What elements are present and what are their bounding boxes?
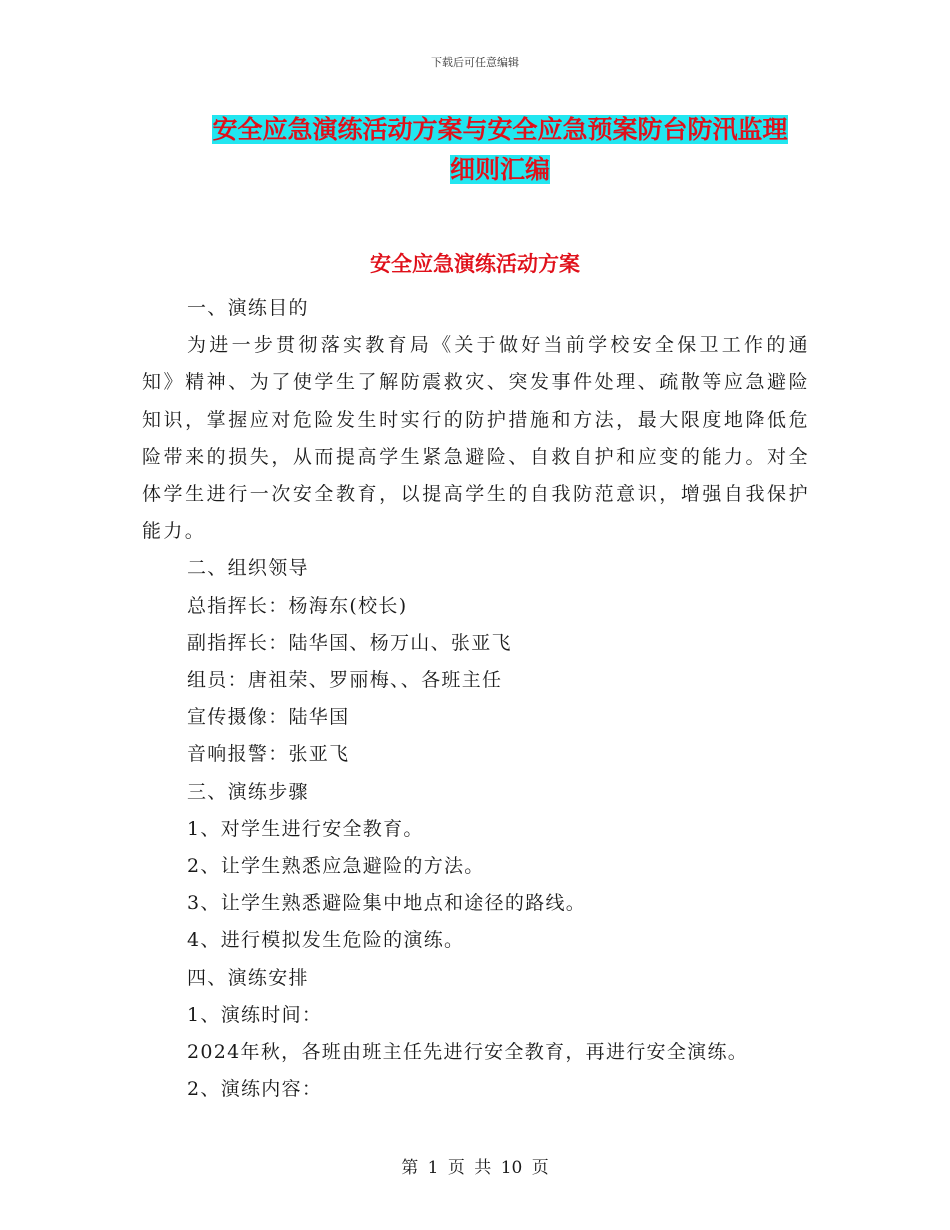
document-title [140,110,860,190]
document-title-line2: 细则汇编 [449,155,550,184]
heading-drill-steps: 三、演练步骤 [187,780,309,803]
org-members: 组员：唐祖荣、罗丽梅、、各班主任 [187,669,503,692]
document-title-line1: 安全应急演练活动方案与安全应急预案防台防汛监理 [212,115,788,144]
org-deputy: 副指挥长：陆华国、杨万山、张亚飞 [187,631,512,654]
document-body [142,290,810,1108]
page-header-note: 下载后可任意编辑 [431,56,519,69]
list-item: 1、对学生进行安全教育。 [187,817,424,840]
heading-drill-purpose: 一、演练目的 [187,297,309,319]
arrangement-time-label: 1、演练时间： [187,1003,323,1026]
page-footer: 第 1 页 共 10 页 [401,1158,549,1178]
paragraph-drill-purpose: 为进一步贯彻落实教育局《关于做好当前学校安全保卫工作的通知》精神、为了使学生了解防震救灾、突发事件处理、疏散等应急避险知识，掌握应对危险发生时实行的防护措施和方法，最大限度地降低危险带来的损失，从而提高学生紧急避险、自救自护和应变的能力。对全体学生进行一次安全教育，以提高学生的自我防范意识，增强自我保护能力。 [142,334,810,543]
arrangement-content-label: 2、演练内容： [187,1078,323,1101]
section-title: 安全应急演练活动方案 [370,252,580,276]
heading-organization: 二、组织领导 [187,557,309,580]
org-alarm: 音响报警：张亚飞 [187,743,350,766]
list-item: 2、让学生熟悉应急避险的方法。 [187,855,485,878]
list-item: 4、进行模拟发生危险的演练。 [187,929,465,952]
arrangement-time-text: 2024年秋，各班由班主任先进行安全教育，再进行安全演练。 [187,1041,749,1064]
org-publicity: 宣传摄像：陆华国 [187,706,350,729]
org-commander: 总指挥长：杨海东(校长) [187,594,408,617]
list-item: 3、让学生熟悉避险集中地点和途径的路线。 [187,892,587,915]
heading-drill-arrangement: 四、演练安排 [187,966,309,989]
